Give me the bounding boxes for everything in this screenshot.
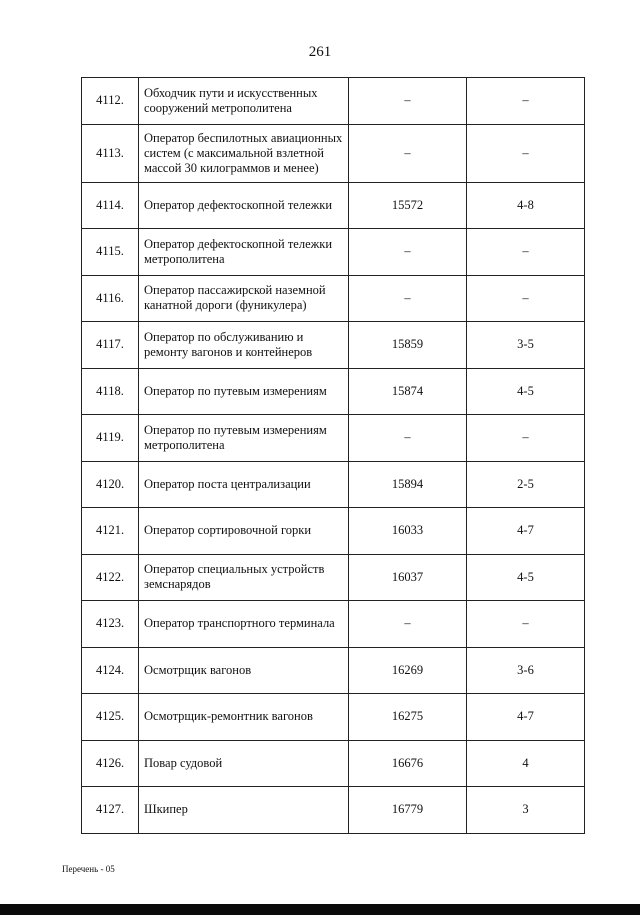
- grade-range: –: [467, 415, 585, 462]
- profession-name: Осмотрщик вагонов: [139, 647, 349, 694]
- table-row: [82, 182, 585, 229]
- row-number: 4114.: [82, 182, 139, 229]
- profession-name: Оператор по обслуживанию и ремонту вагонов и контейнеров: [139, 322, 349, 369]
- profession-code: 15859: [349, 322, 467, 369]
- profession-name: Оператор специальных устройств земснарядов: [139, 554, 349, 601]
- row-number: 4118.: [82, 368, 139, 415]
- grade-range: 4-7: [467, 694, 585, 741]
- grade-range: 4-7: [467, 508, 585, 555]
- table-row: [82, 787, 585, 834]
- row-number: 4126.: [82, 740, 139, 787]
- row-number: 4123.: [82, 601, 139, 648]
- profession-code: –: [349, 601, 467, 648]
- row-number: 4119.: [82, 415, 139, 462]
- profession-code: 16037: [349, 554, 467, 601]
- row-number: 4124.: [82, 647, 139, 694]
- document-footer: Перечень - 05: [62, 864, 115, 874]
- grade-range: –: [467, 229, 585, 276]
- grade-range: 4-5: [467, 368, 585, 415]
- grade-range: –: [467, 601, 585, 648]
- profession-name: Оператор транспортного терминала: [139, 601, 349, 648]
- profession-table: [81, 77, 585, 834]
- grade-range: 3: [467, 787, 585, 834]
- profession-name: Оператор дефектоскопной тележки метрополитена: [139, 229, 349, 276]
- table-row: [82, 508, 585, 555]
- row-number: 4127.: [82, 787, 139, 834]
- profession-code: 16269: [349, 647, 467, 694]
- grade-range: 3-5: [467, 322, 585, 369]
- profession-code: –: [349, 275, 467, 322]
- table-row: [82, 601, 585, 648]
- scan-edge: [0, 904, 640, 915]
- grade-range: –: [467, 78, 585, 125]
- row-number: 4117.: [82, 322, 139, 369]
- row-number: 4121.: [82, 508, 139, 555]
- table-row: [82, 694, 585, 741]
- profession-code: 15874: [349, 368, 467, 415]
- profession-code: 16676: [349, 740, 467, 787]
- grade-range: 4-5: [467, 554, 585, 601]
- row-number: 4120.: [82, 461, 139, 508]
- profession-name: Оператор дефектоскопной тележки: [139, 182, 349, 229]
- table-row: [82, 124, 585, 182]
- profession-name: Оператор пассажирской наземной канатной дороги (фуникулера): [139, 275, 349, 322]
- grade-range: 4-8: [467, 182, 585, 229]
- row-number: 4122.: [82, 554, 139, 601]
- profession-code: 16275: [349, 694, 467, 741]
- profession-name: Оператор беспилотных авиационных систем (с максимальной взлетной массой 30 килограммов и менее): [139, 124, 349, 182]
- table-row: [82, 740, 585, 787]
- profession-name: Повар судовой: [139, 740, 349, 787]
- grade-range: –: [467, 275, 585, 322]
- table-row: [82, 322, 585, 369]
- grade-range: 3-6: [467, 647, 585, 694]
- profession-code: 16033: [349, 508, 467, 555]
- table-row: [82, 78, 585, 125]
- row-number: 4115.: [82, 229, 139, 276]
- grade-range: 2-5: [467, 461, 585, 508]
- profession-name: Оператор по путевым измерениям метрополитена: [139, 415, 349, 462]
- table-row: [82, 461, 585, 508]
- profession-code: –: [349, 124, 467, 182]
- profession-code: 15894: [349, 461, 467, 508]
- profession-code: 15572: [349, 182, 467, 229]
- row-number: 4125.: [82, 694, 139, 741]
- profession-name: Оператор сортировочной горки: [139, 508, 349, 555]
- profession-code: –: [349, 78, 467, 125]
- profession-code: –: [349, 415, 467, 462]
- table-row: [82, 415, 585, 462]
- table-row: [82, 647, 585, 694]
- table-row: [82, 368, 585, 415]
- profession-name: Оператор по путевым измерениям: [139, 368, 349, 415]
- profession-code: –: [349, 229, 467, 276]
- row-number: 4112.: [82, 78, 139, 125]
- grade-range: –: [467, 124, 585, 182]
- table-row: [82, 229, 585, 276]
- page-number: 261: [308, 44, 332, 60]
- table-row: [82, 554, 585, 601]
- table-row: [82, 275, 585, 322]
- profession-code: 16779: [349, 787, 467, 834]
- profession-name: Осмотрщик-ремонтник вагонов: [139, 694, 349, 741]
- row-number: 4113.: [82, 124, 139, 182]
- profession-name: Обходчик пути и искусственных сооружений метрополитена: [139, 78, 349, 125]
- grade-range: 4: [467, 740, 585, 787]
- profession-name: Шкипер: [139, 787, 349, 834]
- row-number: 4116.: [82, 275, 139, 322]
- profession-name: Оператор поста централизации: [139, 461, 349, 508]
